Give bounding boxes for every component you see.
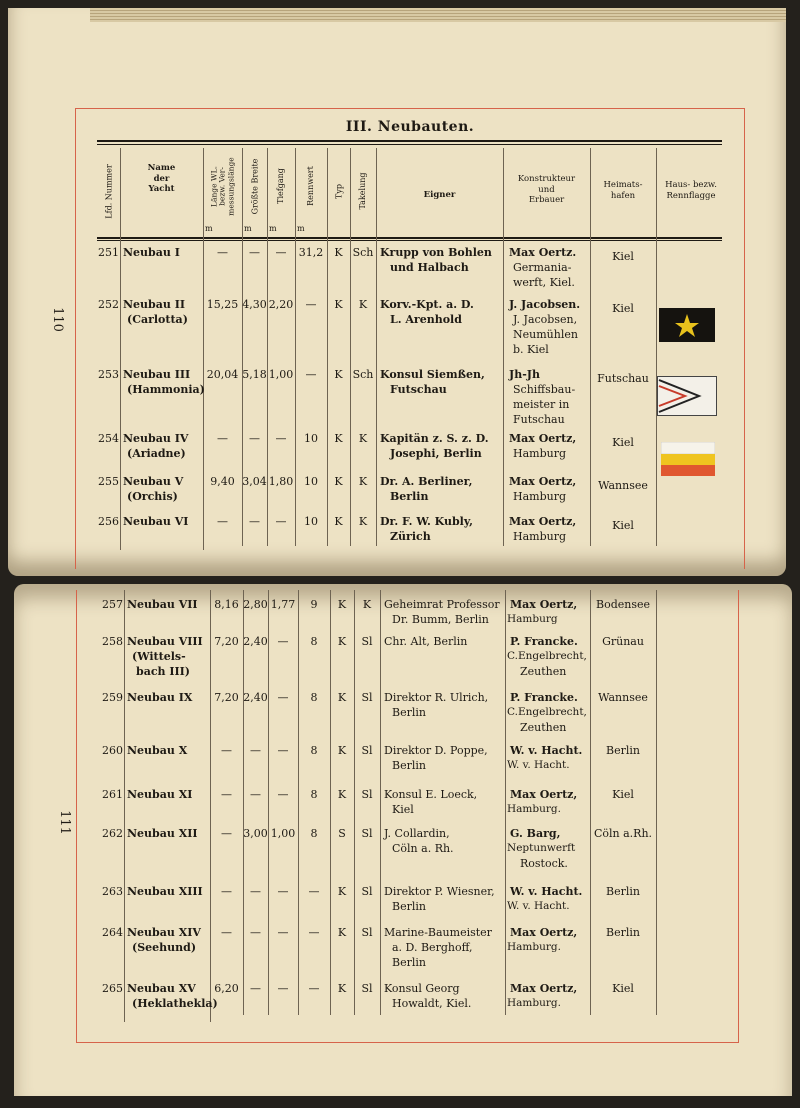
- row-number: 253: [98, 368, 119, 381]
- flag-white-yellow-red: [661, 442, 715, 476]
- eigner-line-2: Howaldt, Kiel.: [392, 997, 472, 1010]
- unit-m: m: [269, 224, 277, 233]
- heimatshafen-value: Wannsee: [598, 691, 648, 704]
- heimatshafen-value: Berlin: [606, 744, 640, 757]
- header-rule-top: [97, 237, 722, 239]
- laenge-value: 9,40: [210, 475, 235, 488]
- eigner-line-2: Futschau: [390, 383, 447, 396]
- breite-value: 2,40: [243, 691, 268, 704]
- page-number-111: 111: [56, 810, 72, 835]
- row-number: 256: [98, 515, 119, 528]
- typ-value: K: [337, 744, 347, 757]
- row-number: 251: [98, 246, 119, 259]
- typ-value: K: [337, 691, 347, 704]
- heimatshafen-value: Kiel: [612, 982, 634, 995]
- column-divider: [376, 148, 377, 546]
- column-divider: [210, 590, 211, 1022]
- breite-value: —: [250, 885, 261, 898]
- rennwert-value: —: [305, 298, 317, 311]
- konstrukteur-line-2: C.Engelbrecht,: [507, 650, 587, 662]
- konstrukteur-line-2: Schiffsbau-: [513, 383, 576, 396]
- section-title: III. Neubauten.: [345, 119, 475, 135]
- yacht-name: Neubau VI: [123, 515, 189, 528]
- konstrukteur-line-3: Zeuthen: [520, 721, 567, 734]
- rennwert-value: —: [308, 926, 320, 939]
- page-number-110: 110: [49, 307, 65, 332]
- eigner-line-1: Geheimrat Professor: [384, 598, 500, 611]
- header-heimatshafen: Heimats- hafen: [603, 180, 643, 201]
- konstrukteur-line-2: W. v. Hacht.: [507, 759, 570, 771]
- takelung-value: Sl: [361, 744, 373, 757]
- column-divider: [503, 148, 504, 546]
- eigner-line-1: Konsul Georg: [384, 982, 460, 995]
- yacht-name: Neubau XV: [127, 982, 196, 995]
- tiefgang-value: —: [277, 982, 289, 995]
- eigner-line-2: Berlin: [392, 759, 426, 772]
- typ-value: K: [337, 982, 347, 995]
- takelung-value: Sl: [361, 885, 373, 898]
- breite-value: 2,40: [243, 635, 268, 648]
- yacht-name: Neubau XIV: [127, 926, 201, 939]
- row-number: 265: [102, 982, 123, 995]
- laenge-value: —: [217, 515, 228, 528]
- eigner-line-1: Kapitän z. S. z. D.: [380, 432, 489, 445]
- typ-value: K: [337, 598, 347, 611]
- eigner-line-1: Korv.-Kpt. a. D.: [380, 298, 474, 311]
- konstrukteur-line-3: meister in: [513, 398, 570, 411]
- typ-value: K: [334, 368, 343, 381]
- yacht-name: Neubau XIII: [127, 885, 203, 898]
- column-divider: [124, 590, 125, 1022]
- typ-value: S: [338, 827, 346, 840]
- laenge-value: —: [221, 788, 232, 801]
- column-divider: [298, 590, 299, 1015]
- eigner-line-1: Konsul Siemßen,: [380, 368, 485, 381]
- tiefgang-value: —: [277, 635, 289, 648]
- yacht-name: Neubau VII: [127, 598, 198, 611]
- tiefgang-value: 1,00: [270, 827, 296, 840]
- column-divider: [656, 590, 657, 1015]
- laenge-value: —: [217, 432, 228, 445]
- yacht-name-alias: (Hammonia): [127, 383, 205, 396]
- breite-value: —: [249, 432, 260, 445]
- column-divider: [354, 590, 355, 1015]
- konstrukteur-line-2: Hamburg.: [507, 941, 561, 953]
- stripe-red: [661, 465, 715, 476]
- header-flagge: Haus- bezw. Rennflagge: [665, 180, 717, 201]
- rennwert-value: 10: [304, 475, 318, 488]
- header-nummer: Lfd. Nummer: [103, 163, 113, 219]
- rennwert-value: 8: [310, 635, 318, 648]
- tiefgang-value: —: [275, 432, 287, 445]
- typ-value: K: [337, 926, 347, 939]
- tiefgang-value: 1,00: [268, 368, 294, 381]
- eigner-line-2: und Halbach: [390, 261, 469, 274]
- yacht-name: Neubau V: [123, 475, 184, 488]
- breite-value: —: [250, 788, 261, 801]
- konstrukteur-line-1: Max Oertz,: [509, 432, 577, 445]
- konstrukteur-line-2: J. Jacobsen,: [513, 313, 578, 326]
- heimatshafen-value: Cöln a.Rh.: [593, 827, 653, 840]
- laenge-value: —: [221, 827, 232, 840]
- konstrukteur-line-1: P. Francke.: [510, 635, 578, 648]
- header-konstrukteur: Konstrukteur und Erbauer: [517, 174, 576, 206]
- eigner-line-2: Berlin: [390, 490, 429, 503]
- konstrukteur-line-2: C.Engelbrecht,: [507, 706, 587, 718]
- column-divider: [505, 590, 506, 1015]
- header-laenge: Länge WL. bezw. Ver- messungslänge: [208, 156, 235, 216]
- breite-value: 3,04: [242, 475, 267, 488]
- laenge-value: 7,20: [214, 635, 239, 648]
- konstrukteur-line-1: Max Oertz,: [510, 926, 578, 939]
- rennwert-value: —: [308, 982, 320, 995]
- heimatshafen-value: Kiel: [612, 519, 634, 532]
- konstrukteur-line-4: Futschau: [513, 413, 565, 426]
- tiefgang-value: —: [275, 246, 287, 259]
- konstrukteur-line-1: W. v. Hacht.: [510, 744, 583, 757]
- page-edges: [90, 8, 786, 22]
- header-tiefgang: Tiefgang: [276, 168, 286, 204]
- tiefgang-value: —: [277, 744, 289, 757]
- tiefgang-value: 1,80: [268, 475, 294, 488]
- typ-value: K: [334, 298, 343, 311]
- row-number: 255: [98, 475, 119, 488]
- yacht-name-alias: (Seehund): [132, 941, 197, 954]
- konstrukteur-line-1: Max Oertz.: [509, 246, 577, 259]
- column-divider: [243, 590, 244, 1015]
- typ-value: K: [337, 885, 347, 898]
- konstrukteur-line-1: Max Oertz,: [510, 788, 578, 801]
- konstrukteur-line-1: J. Jacobsen.: [509, 298, 581, 311]
- breite-value: —: [250, 982, 261, 995]
- header-rule-top-2: [97, 240, 722, 241]
- row-number: 252: [98, 298, 119, 311]
- typ-value: K: [334, 475, 343, 488]
- laenge-value: 15,25: [206, 298, 239, 311]
- eigner-line-1: Konsul E. Loeck,: [384, 788, 478, 801]
- laenge-value: —: [221, 926, 232, 939]
- rennwert-value: 8: [310, 691, 318, 704]
- konstrukteur-line-2: Hamburg: [513, 490, 567, 503]
- heimatshafen-value: Berlin: [606, 885, 640, 898]
- eigner-line-3: Berlin: [392, 956, 426, 969]
- konstrukteur-line-2: Neptunwerft: [507, 842, 576, 854]
- tiefgang-value: —: [277, 691, 289, 704]
- konstrukteur-line-2: Hamburg: [507, 613, 558, 625]
- eigner-line-1: Dr. A. Berliner,: [380, 475, 473, 488]
- konstrukteur-line-3: Neumühlen: [513, 328, 578, 341]
- konstrukteur-line-1: P. Francke.: [510, 691, 578, 704]
- takelung-value: Sl: [361, 827, 373, 840]
- takelung-value: K: [358, 475, 368, 488]
- row-number: 262: [102, 827, 123, 840]
- laenge-value: —: [221, 744, 232, 757]
- konstrukteur-line-1: G. Barg,: [510, 827, 561, 840]
- typ-value: K: [334, 515, 343, 528]
- header-takelung: Takelung: [358, 172, 368, 210]
- row-number: 259: [102, 691, 123, 704]
- rennwert-value: 8: [310, 744, 318, 757]
- unit-m: m: [244, 224, 252, 233]
- heimatshafen-value: Kiel: [612, 250, 634, 263]
- row-number: 261: [102, 788, 123, 801]
- rennwert-value: 10: [304, 515, 318, 528]
- rennwert-value: 31,2: [298, 246, 324, 259]
- takelung-value: K: [358, 515, 368, 528]
- breite-value: 5,18: [242, 368, 267, 381]
- konstrukteur-line-1: Max Oertz,: [510, 598, 578, 611]
- laenge-value: 6,20: [214, 982, 239, 995]
- header-name: Name der Yacht: [147, 163, 176, 195]
- konstrukteur-line-2: W. v. Hacht.: [507, 900, 570, 912]
- rennwert-value: —: [308, 885, 320, 898]
- konstrukteur-line-1: Max Oertz,: [509, 475, 577, 488]
- eigner-line-1: Direktor P. Wiesner,: [384, 885, 495, 898]
- column-divider: [330, 590, 331, 1015]
- eigner-line-2: Cöln a. Rh.: [392, 842, 454, 855]
- konstrukteur-line-2: Hamburg: [513, 530, 567, 543]
- laenge-value: —: [221, 885, 232, 898]
- eigner-line-2: Dr. Bumm, Berlin: [392, 613, 489, 626]
- tiefgang-value: —: [277, 788, 289, 801]
- yacht-name: Neubau I: [123, 246, 180, 259]
- typ-value: K: [334, 246, 343, 259]
- tiefgang-value: 2,20: [268, 298, 294, 311]
- breite-value: —: [249, 515, 260, 528]
- double-rule-top: [97, 140, 722, 142]
- row-number: 264: [102, 926, 123, 939]
- heimatshafen-value: Berlin: [606, 926, 640, 939]
- yacht-name-alias-2: bach III): [136, 665, 190, 678]
- row-number: 254: [98, 432, 119, 445]
- takelung-value: K: [358, 432, 368, 445]
- eigner-line-2: Zürich: [390, 530, 431, 543]
- heimatshafen-value: Kiel: [612, 788, 634, 801]
- yacht-name: Neubau XI: [127, 788, 193, 801]
- row-number: 258: [102, 635, 123, 648]
- tiefgang-value: —: [275, 515, 287, 528]
- eigner-line-1: Marine-Baumeister: [384, 926, 492, 939]
- yacht-name: Neubau IV: [123, 432, 189, 445]
- yacht-name: Neubau IX: [127, 691, 193, 704]
- rennwert-value: 10: [304, 432, 318, 445]
- eigner-line-2: Kiel: [392, 803, 414, 816]
- breite-value: 3,00: [243, 827, 268, 840]
- unit-m: m: [205, 224, 213, 233]
- tiefgang-value: 1,77: [270, 598, 296, 611]
- konstrukteur-line-2: Hamburg.: [507, 803, 561, 815]
- column-divider: [590, 590, 591, 1015]
- eigner-line-2: Berlin: [392, 706, 426, 719]
- eigner-line-2: Josephi, Berlin: [390, 447, 482, 460]
- heimatshafen-value: Kiel: [612, 302, 634, 315]
- eigner-line-1: Dr. F. W. Kubly,: [380, 515, 474, 528]
- header-eigner: Eigner: [423, 190, 456, 200]
- tiefgang-value: —: [277, 926, 289, 939]
- stripe-yellow: [661, 454, 715, 465]
- flag-white-chevron: [657, 376, 717, 416]
- eigner-line-1: Direktor R. Ulrich,: [384, 691, 489, 704]
- header-rennwert: Rennwert: [306, 166, 316, 206]
- eigner-line-2: a. D. Berghoff,: [392, 941, 473, 954]
- stripe-white: [661, 442, 715, 454]
- laenge-value: 8,16: [214, 598, 239, 611]
- breite-value: 4,30: [242, 298, 267, 311]
- konstrukteur-line-3: Rostock.: [520, 857, 568, 870]
- takelung-value: Sl: [361, 635, 373, 648]
- double-rule-top-2: [97, 144, 722, 145]
- takelung-value: Sl: [361, 788, 373, 801]
- yacht-name-alias: (Carlotta): [127, 313, 188, 326]
- typ-value: K: [337, 635, 347, 648]
- konstrukteur-line-1: Jh-Jh: [509, 368, 540, 381]
- konstrukteur-line-2: Hamburg.: [507, 997, 561, 1009]
- header-typ: Typ: [333, 183, 343, 199]
- breite-value: —: [250, 744, 261, 757]
- unit-m: m: [297, 224, 305, 233]
- takelung-value: K: [358, 298, 368, 311]
- konstrukteur-line-1: W. v. Hacht.: [510, 885, 583, 898]
- yacht-name: Neubau II: [123, 298, 185, 311]
- tiefgang-value: —: [277, 885, 289, 898]
- rennwert-value: —: [305, 368, 317, 381]
- column-divider: [656, 148, 657, 546]
- laenge-value: 20,04: [206, 368, 239, 381]
- column-divider: [268, 590, 269, 1015]
- yacht-name-alias: (Ariadne): [127, 447, 186, 460]
- header-breite: Größte Breite: [249, 158, 259, 214]
- konstrukteur-line-4: b. Kiel: [513, 343, 549, 356]
- konstrukteur-line-3: Zeuthen: [520, 665, 567, 678]
- rennwert-value: 8: [310, 788, 318, 801]
- konstrukteur-line-1: Max Oertz,: [509, 515, 577, 528]
- takelung-value: Sch: [352, 246, 374, 259]
- laenge-value: —: [217, 246, 228, 259]
- yacht-name-alias: (Wittels-: [132, 650, 186, 663]
- konstrukteur-line-2: Germania-: [513, 261, 572, 274]
- yacht-name-alias: (Orchis): [127, 490, 178, 503]
- takelung-value: Sl: [361, 691, 373, 704]
- konstrukteur-line-2: Hamburg: [513, 447, 567, 460]
- breite-value: —: [250, 926, 261, 939]
- row-number: 257: [102, 598, 123, 611]
- rennwert-value: 8: [310, 827, 318, 840]
- heimatshafen-value: Bodensee: [595, 598, 650, 611]
- typ-value: K: [337, 788, 347, 801]
- yacht-name: Neubau VIII: [127, 635, 203, 648]
- eigner-line-1: Chr. Alt, Berlin: [384, 635, 468, 648]
- column-divider: [380, 590, 381, 1015]
- typ-value: K: [334, 432, 343, 445]
- heimatshafen-value: Futschau: [597, 372, 649, 385]
- yacht-name: Neubau X: [127, 744, 188, 757]
- row-number: 260: [102, 744, 123, 757]
- flag-black-yellow-star: [659, 308, 715, 342]
- row-number: 263: [102, 885, 123, 898]
- heimatshafen-value: Kiel: [612, 436, 634, 449]
- eigner-line-1: J. Collardin,: [384, 827, 450, 840]
- heimatshafen-value: Grünau: [602, 635, 644, 648]
- takelung-value: Sl: [361, 926, 373, 939]
- laenge-value: 7,20: [214, 691, 239, 704]
- yacht-name-alias: (Heklathekla): [132, 997, 218, 1010]
- eigner-line-2: Berlin: [392, 900, 426, 913]
- konstrukteur-line-1: Max Oertz,: [510, 982, 578, 995]
- heimatshafen-value: Wannsee: [598, 479, 648, 492]
- eigner-line-1: Krupp von Bohlen: [380, 246, 492, 259]
- takelung-value: Sl: [361, 982, 373, 995]
- takelung-value: K: [362, 598, 372, 611]
- eigner-line-2: L. Arenhold: [390, 313, 462, 326]
- yacht-name: Neubau III: [123, 368, 191, 381]
- breite-value: 2,80: [243, 598, 268, 611]
- breite-value: —: [249, 246, 260, 259]
- takelung-value: Sch: [352, 368, 374, 381]
- konstrukteur-line-3: werft, Kiel.: [513, 276, 575, 289]
- rennwert-value: 9: [310, 598, 318, 611]
- yacht-name: Neubau XII: [127, 827, 198, 840]
- eigner-line-1: Direktor D. Poppe,: [384, 744, 488, 757]
